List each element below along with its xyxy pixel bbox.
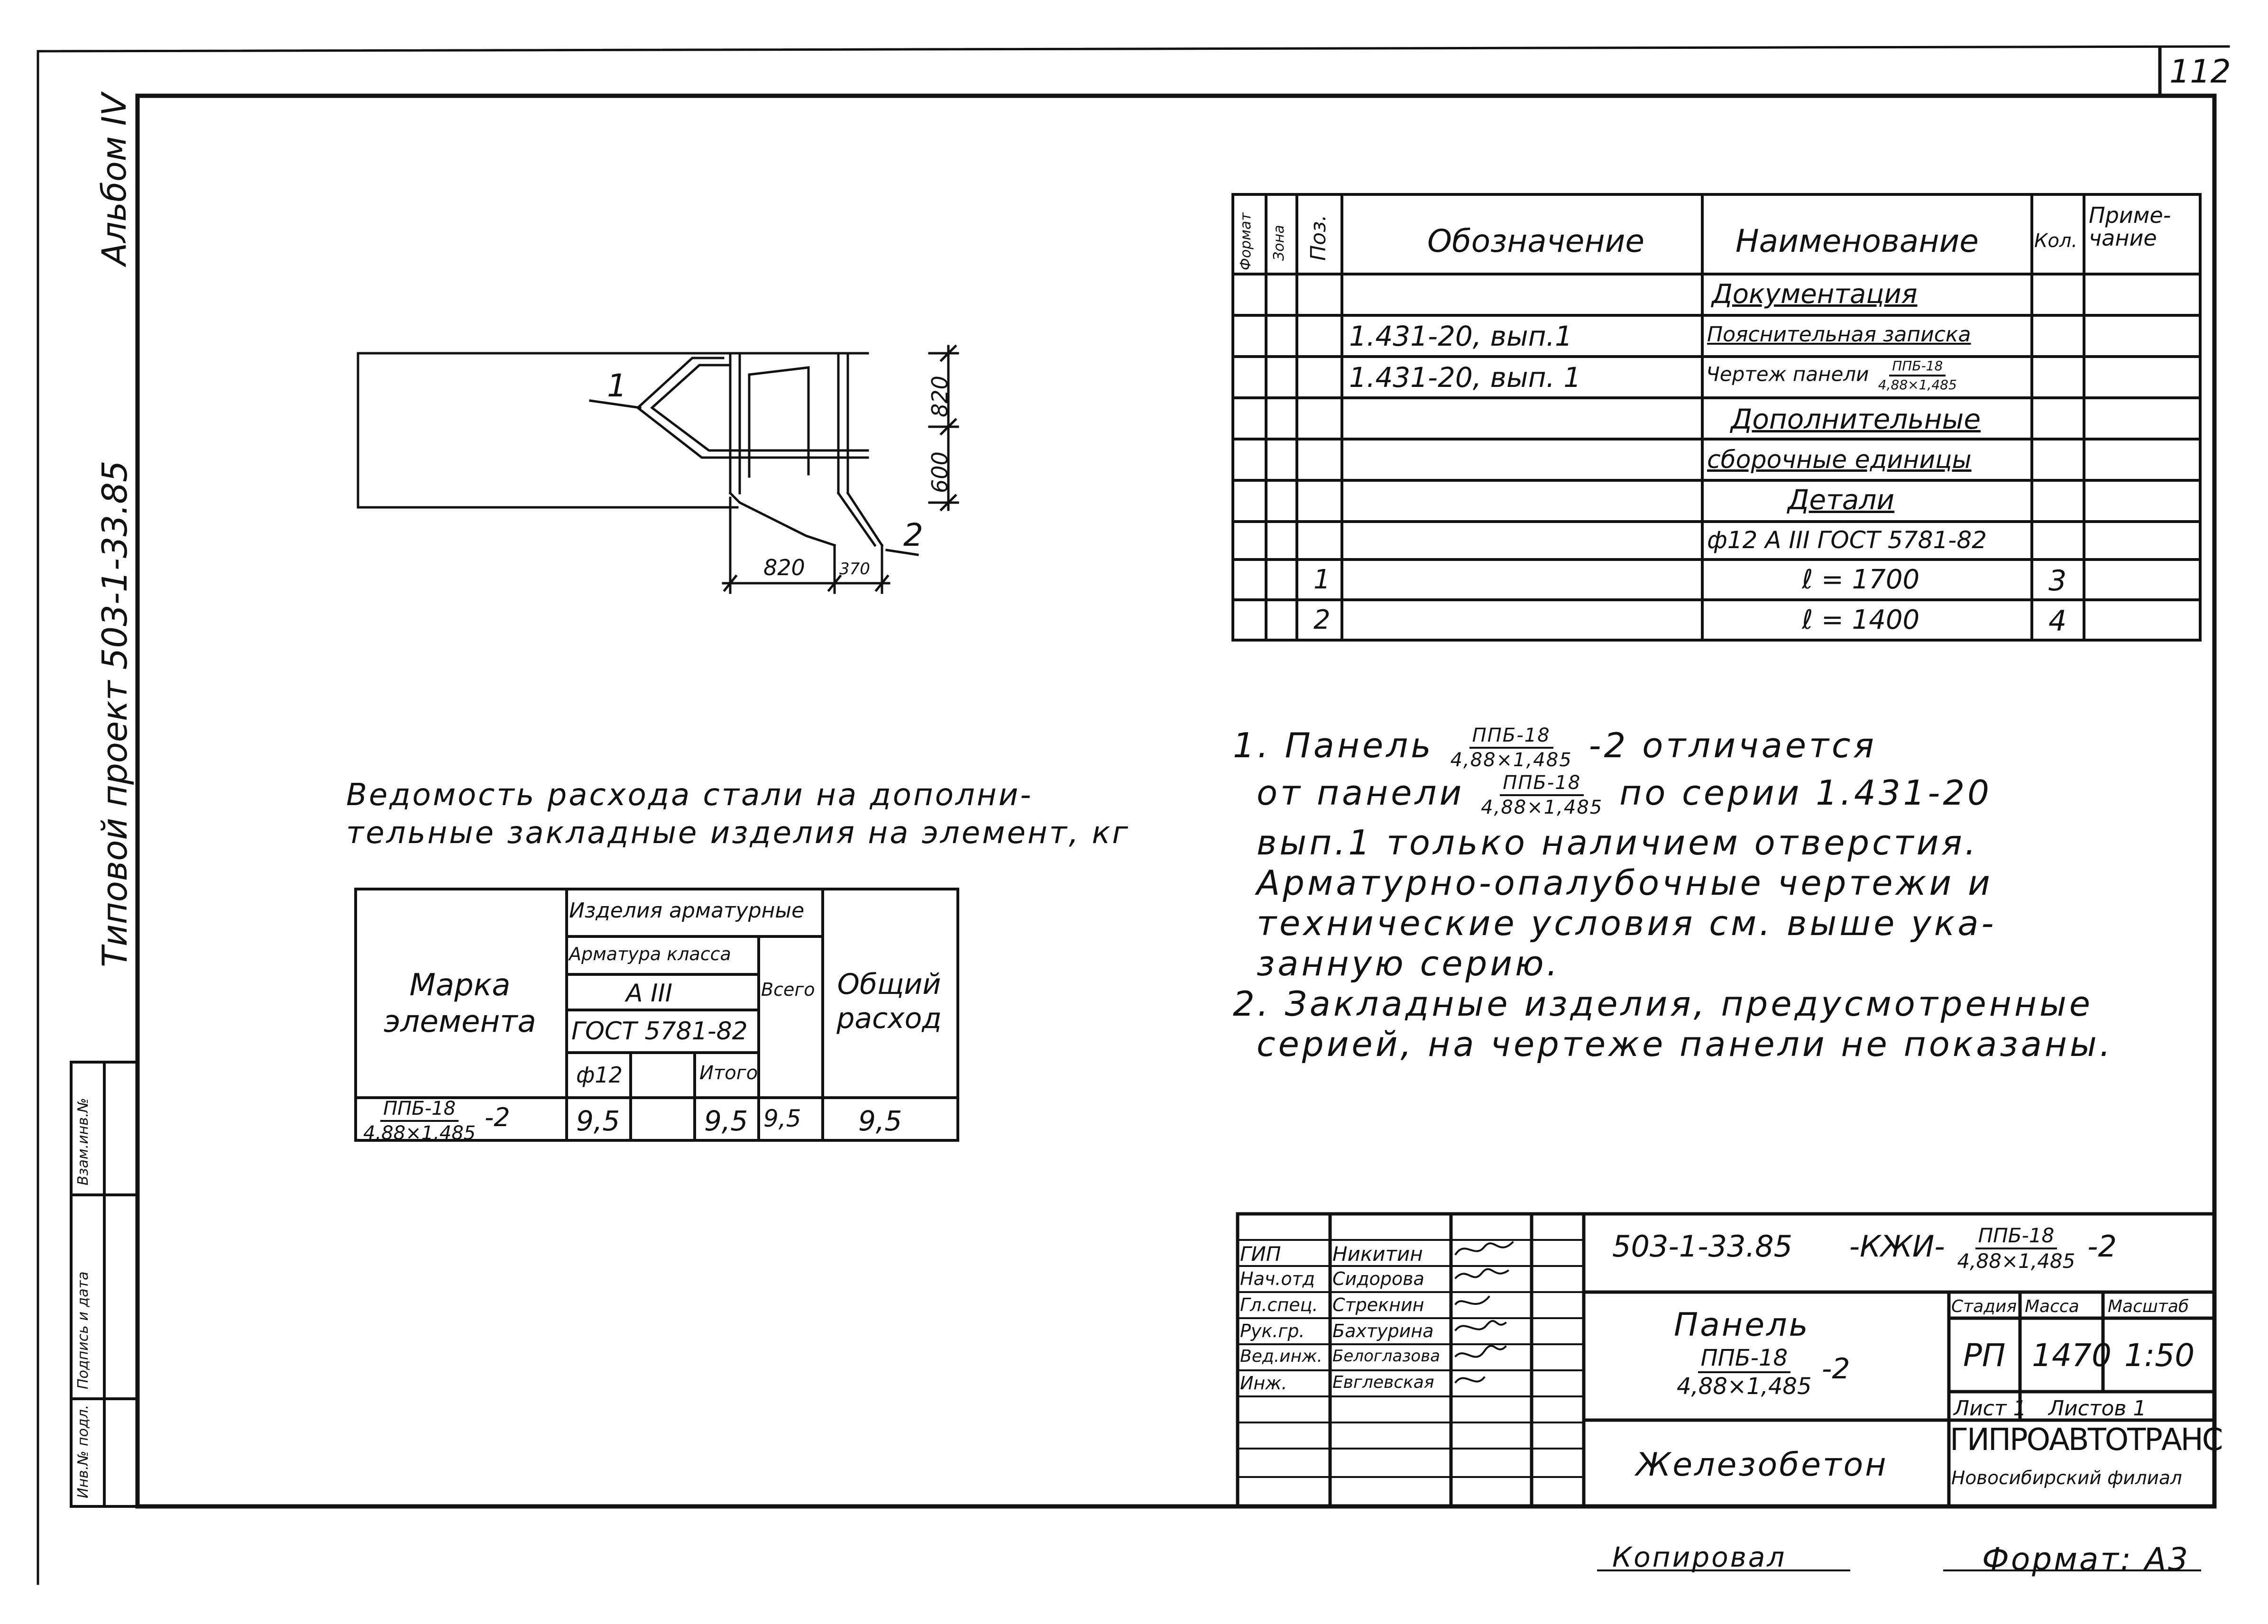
note-line-3: вып.1 только наличием отверстия. bbox=[1257, 823, 1979, 862]
steel-row-mark-frac bbox=[360, 1099, 478, 1143]
steel-h-gost: ГОСТ 5781-82 bbox=[571, 1017, 748, 1046]
tb-code bbox=[1612, 1226, 2117, 1271]
note-line-4: Арматурно-опалубочные чертежи и bbox=[1257, 863, 1993, 903]
steel-title-2: тельные закладные изделия на элемент, кг bbox=[346, 816, 1130, 851]
steel-h-general: Общий расход bbox=[836, 968, 942, 1035]
tb-name-6: Евглевская bbox=[1332, 1373, 1434, 1392]
note-2a: от панели bbox=[1257, 773, 1465, 813]
note-line-2 bbox=[1257, 773, 1992, 817]
steel-row-mark bbox=[360, 1099, 510, 1143]
note-1-frac-den: 4,88×1,485 bbox=[1450, 749, 1572, 771]
callout-1: 1 bbox=[607, 367, 627, 404]
spec-row-8-qty: 3 bbox=[2048, 564, 2067, 597]
spec-row-2-name: Пояснительная записка bbox=[1707, 322, 1971, 347]
spec-row-9-qty: 4 bbox=[2048, 605, 2067, 638]
tb-org: ГИПРОАВТОТРАНС bbox=[1950, 1422, 2222, 1458]
spec-h-zone: Зона bbox=[1271, 225, 1287, 261]
spec-row-8-name: ℓ = 1700 bbox=[1802, 564, 1920, 595]
tb-sheet-label: Лист 1 bbox=[1954, 1396, 2027, 1421]
spec-h-designation: Обозначение bbox=[1427, 223, 1644, 259]
tb-stage-h: Стадия bbox=[1951, 1297, 2017, 1316]
spec-row-3-name bbox=[1706, 359, 1960, 392]
tb-name-2: Сидорова bbox=[1332, 1268, 1424, 1289]
note-2-frac-num: ППБ-18 bbox=[1500, 773, 1584, 796]
note-1-frac-num: ППБ-18 bbox=[1469, 726, 1553, 749]
note-2-frac-den: 4,88×1,485 bbox=[1481, 797, 1603, 819]
footer-format: Формат: А3 bbox=[1982, 1541, 2190, 1578]
dim-600-vertical: 600 bbox=[927, 451, 953, 493]
tb-code-frac-den: 4,88×1,485 bbox=[1957, 1249, 2075, 1273]
note-line-8: серией, на чертеже панели не показаны. bbox=[1257, 1024, 2113, 1064]
dim-820-vertical: 820 bbox=[927, 376, 953, 417]
note-line-6: занную серию. bbox=[1257, 944, 1561, 983]
sheet-number: 112 bbox=[2169, 53, 2231, 91]
note-line-7: 2. Закладные изделия, предусмотренные bbox=[1233, 984, 2094, 1024]
note-line-1 bbox=[1233, 725, 1877, 770]
tb-role-6: Инж. bbox=[1240, 1373, 1287, 1394]
tb-mass: 1470 bbox=[2032, 1337, 2112, 1374]
tb-mass-h: Масса bbox=[2025, 1297, 2079, 1316]
spec-row-4-name: Дополнительные bbox=[1731, 403, 1981, 435]
steel-row-mark-num: ППБ-18 bbox=[380, 1099, 459, 1122]
note-line-5: технические условия см. выше ука- bbox=[1257, 903, 1997, 943]
tb-name-4: Бахтурина bbox=[1332, 1321, 1434, 1341]
project-label: Типовой проект 503-1-33.85 bbox=[95, 460, 135, 967]
tb-name-1: Никитин bbox=[1332, 1242, 1423, 1266]
note-2-frac bbox=[1478, 773, 1606, 817]
steel-h-products: Изделия арматурные bbox=[569, 899, 805, 923]
tb-name-5: Белоглазова bbox=[1332, 1347, 1440, 1366]
tb-role-3: Гл.спец. bbox=[1240, 1294, 1318, 1315]
spec-row-9-pos: 2 bbox=[1313, 605, 1331, 635]
steel-row-mark-den: 4,88×1,485 bbox=[363, 1122, 476, 1144]
spec-h-pos: Поз. bbox=[1306, 214, 1331, 261]
callout-2: 2 bbox=[903, 517, 923, 553]
panel-detail-drawing bbox=[358, 346, 958, 593]
dim-370-horizontal: 370 bbox=[839, 560, 870, 578]
tb-sheet-name: Панель bbox=[1674, 1306, 1810, 1344]
steel-row-mark-suffix: -2 bbox=[484, 1102, 510, 1132]
spec-row-3-designation: 1.431-20, вып. 1 bbox=[1349, 361, 1581, 394]
tb-code-frac bbox=[1954, 1226, 2078, 1271]
tb-scale-h: Масштаб bbox=[2108, 1297, 2189, 1316]
tb-stage: РП bbox=[1963, 1337, 2006, 1374]
spec-row-1-name: Документация bbox=[1712, 279, 1918, 310]
tb-sheet-frac bbox=[1674, 1347, 1815, 1398]
steel-h-class: А III bbox=[626, 979, 673, 1008]
tb-sheet-frac-den: 4,88×1,485 bbox=[1677, 1373, 1812, 1400]
signatures bbox=[1456, 1242, 1513, 1382]
tb-sheet-frac-wrap bbox=[1674, 1347, 1850, 1398]
steel-h-rebar-class: Арматура класса bbox=[569, 944, 731, 964]
steel-title-1: Ведомость расхода стали на дополни- bbox=[346, 778, 1033, 813]
spec-row-5-name: сборочные единицы bbox=[1707, 446, 1972, 474]
tb-sheet-frac-num: ППБ-18 bbox=[1698, 1347, 1791, 1373]
tb-role-5: Вед.инж. bbox=[1240, 1347, 1322, 1366]
spec-row-3-name-text: Чертеж панели bbox=[1706, 362, 1869, 386]
album-label: Альбом IV bbox=[95, 93, 134, 266]
tb-name-3: Стрекнин bbox=[1332, 1294, 1424, 1315]
steel-row-all: 9,5 bbox=[763, 1105, 801, 1132]
steel-h-all: Всего bbox=[761, 979, 815, 1000]
side-stamp-replaced: Взам.инв.№ bbox=[75, 1098, 92, 1185]
tb-code-main: 503-1-33.85 bbox=[1612, 1229, 1793, 1264]
steel-h-mark: Марка элемента bbox=[384, 968, 536, 1039]
spec-row-8-pos: 1 bbox=[1313, 564, 1331, 595]
steel-row-general: 9,5 bbox=[858, 1105, 902, 1137]
spec-h-format: Формат bbox=[1238, 212, 1254, 270]
dim-820-horizontal: 820 bbox=[763, 555, 805, 580]
spec-row-2-designation: 1.431-20, вып.1 bbox=[1349, 320, 1572, 352]
steel-h-diam: ф12 bbox=[576, 1062, 623, 1088]
spec-row-6-name: Детали bbox=[1788, 484, 1895, 516]
steel-row-d12: 9,5 bbox=[576, 1105, 620, 1137]
tb-code-suffix: -КЖИ- bbox=[1849, 1229, 1945, 1264]
spec-h-name: Наименование bbox=[1735, 223, 1979, 259]
footer-copied: Копировал bbox=[1612, 1541, 1787, 1573]
side-stamp-inv: Инв.№ подл. bbox=[75, 1404, 92, 1498]
note-2b: по серии 1.431-20 bbox=[1619, 773, 1992, 813]
tb-sheets-label: Листов 1 bbox=[2048, 1396, 2147, 1421]
tb-code-tail: -2 bbox=[2087, 1229, 2117, 1264]
tb-scale: 1:50 bbox=[2124, 1337, 2195, 1374]
tb-code-frac-num: ППБ-18 bbox=[1975, 1226, 2057, 1249]
side-stamp-sign: Подпись и дата bbox=[75, 1271, 92, 1389]
steel-row-total-sub: 9,5 bbox=[704, 1105, 748, 1137]
spec-row-7-name: ф12 А III ГОСТ 5781-82 bbox=[1707, 526, 1987, 554]
spec-row-9-name: ℓ = 1400 bbox=[1802, 605, 1920, 635]
note-1a: 1. Панель bbox=[1233, 725, 1434, 765]
spec-row-3-frac-num: ППБ-18 bbox=[1889, 359, 1946, 376]
steel-h-total-sub: Итого bbox=[699, 1062, 758, 1084]
spec-h-qty: Кол. bbox=[2034, 230, 2078, 252]
tb-material: Железобетон bbox=[1636, 1446, 1888, 1484]
tb-role-1: ГИП bbox=[1240, 1242, 1281, 1266]
note-1b: -2 отличается bbox=[1589, 725, 1877, 765]
tb-role-4: Рук.гр. bbox=[1240, 1321, 1305, 1341]
tb-branch: Новосибирский филиал bbox=[1951, 1468, 2182, 1489]
tb-sheet-tail: -2 bbox=[1821, 1352, 1850, 1385]
spec-h-note: Приме-чание bbox=[2089, 202, 2171, 251]
spec-row-3-fraction bbox=[1875, 359, 1960, 392]
note-1-frac bbox=[1448, 726, 1575, 770]
tb-role-2: Нач.отд bbox=[1240, 1268, 1315, 1289]
spec-row-3-frac-den: 4,88×1,485 bbox=[1878, 377, 1957, 393]
